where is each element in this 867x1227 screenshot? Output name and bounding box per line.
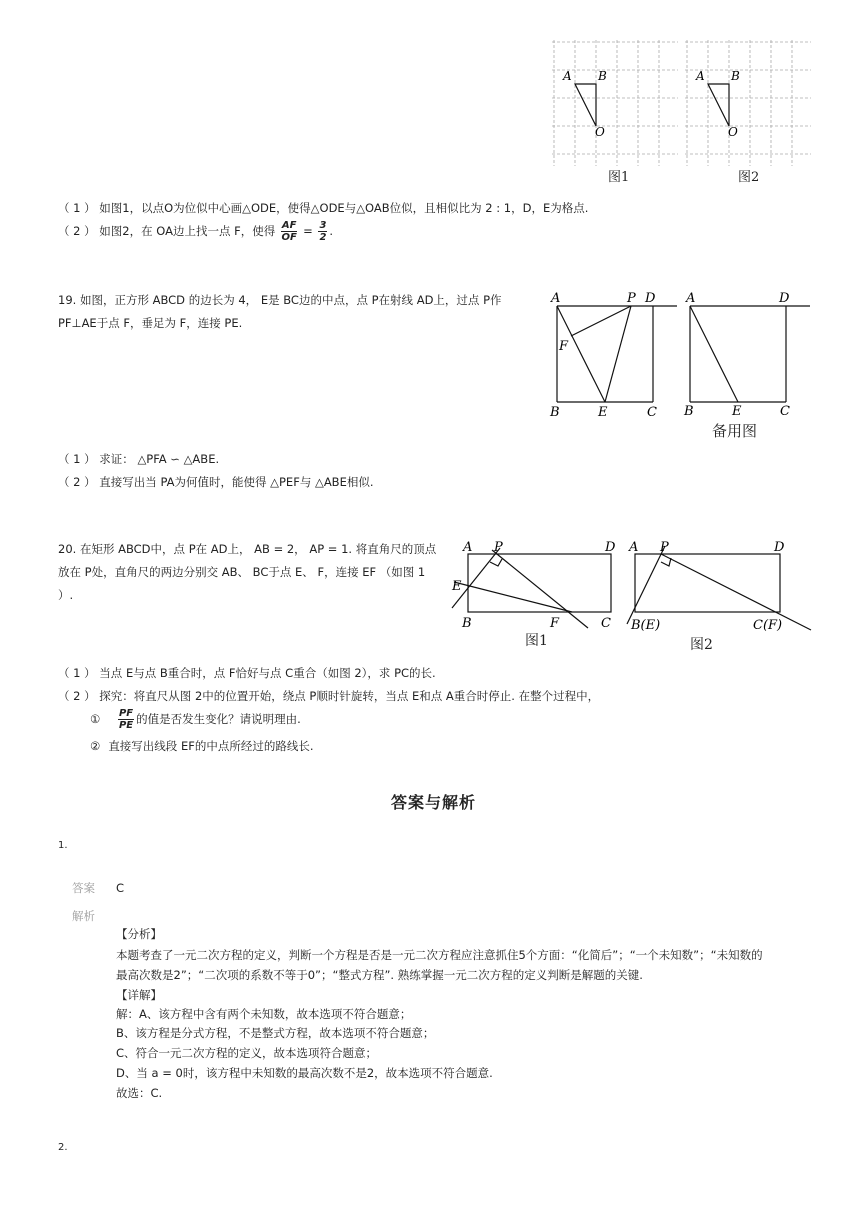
q18-part1: （ 1 ） 如图1，以点O为位似中心画△ODE，使得△ODE与△OAB位似，且相似比为 2 : 1，D，E为格点. [58,201,589,215]
q19-backup-label-A: A [686,291,696,306]
analysis-fenxi-line1: 本题考查了一元二次方程的定义，判断一个方程是否是一元二次方程应注意抓住5个方面：“化简后”；“一个未知数”；“未知数的 [116,948,763,962]
q19-label-A: A [551,291,561,306]
q20-fig2-label-P: P [660,540,669,555]
q18-fig1-label-B: B [598,69,607,83]
answer-label: 答案 [72,881,95,895]
answer-value: C [116,881,125,895]
q19-figure-main [545,288,685,422]
q20-fig1-label-A: A [463,540,473,555]
answers-heading: 答案与解析 [390,793,476,812]
q18-figure-1-grid [552,40,678,168]
q19-label-E: E [598,405,608,420]
q19-statement-line2: PF⊥AE于点 F，垂足为 F，连接 PE. [58,316,243,330]
q19-backup-label-C: C [780,404,790,419]
q18-fig1-caption: 图1 [608,170,630,185]
answer-q2-number: 2. [58,1142,68,1153]
analysis-detail-b: B、该方程是分式方程，不是整式方程，故本选项不符合题意； [116,1026,435,1040]
q18-part2: （ 2 ） 如图2，在 OA边上找一点 F，使得 $\frac{AF}{OF}$ = $\frac{3}{2}$ . [58,220,334,243]
q20-part2: （ 2 ） 探究：将直尺从图 2中的位置开始，绕点 P顺时针旋转，当点 E和点 A重合时停止. 在整个过程中， [58,689,600,703]
q19-label-C: C [647,405,657,420]
q20-sub2: ② 直接写出线段 EF的中点所经过的路线长. [90,739,314,753]
q20-fig2-label-BE: B(E) [631,618,661,633]
analysis-detail-a: 解：A、该方程中含有两个未知数，故本选项不符合题意； [116,1007,412,1021]
q19-statement-line1: 19. 如图，正方形 ABCD 的边长为 4， E是 BC边的中点，点 P在射线 AD上，过点 P作 [58,293,502,307]
analysis-label: 解析 [72,909,95,923]
analysis-fenxi-heading: 【分析】 [116,927,162,941]
q20-fig1-label-C: C [601,616,611,631]
q18-fig1-label-O: O [595,125,605,139]
q19-backup-caption: 备用图 [712,422,758,440]
q18-fraction-3-2: $\frac{3}{2}$ [319,220,327,243]
q20-fig2-label-CF: C(F) [753,618,783,633]
q20-fig1-label-F: F [550,616,560,631]
q20-fig1-caption: 图1 [525,633,548,649]
q18-fig2-caption: 图2 [738,170,760,185]
q18-fig1-label-A: A [563,69,572,83]
q20-fig2-caption: 图2 [690,637,713,653]
q20-sub1: ① $\frac{PF}{PE}$ 的值是否发生变化？请说明理由. [90,708,301,731]
q18-fig2-label-A: A [696,69,705,83]
q19-backup-label-D: D [779,291,790,306]
analysis-xiangjie-heading: 【详解】 [116,988,162,1002]
q20-figure-2 [625,536,817,660]
q20-fig1-label-P: P [494,540,503,555]
q19-label-D: D [645,291,656,306]
analysis-detail-c: C、符合一元二次方程的定义，故本选项符合题意； [116,1046,378,1060]
q18-figure-2-grid [685,40,811,168]
analysis-conclusion: 故选：C. [116,1086,163,1100]
q20-fig1-label-B: B [462,616,472,631]
answer-q1-number: 1. [58,840,68,851]
q19-backup-label-B: B [684,404,694,419]
q20-fig1-label-D: D [605,540,616,555]
analysis-detail-d: D、当 a = 0时，该方程中未知数的最高次数不是2，故本选项不符合题意. [116,1066,493,1080]
q20-fig2-label-A: A [629,540,639,555]
q19-figure-backup [680,288,815,438]
q20-statement-line3: ）. [58,588,74,602]
q19-part1: （ 1 ） 求证： △PFA ∽ △ABE. [58,452,220,466]
q20-fig2-label-D: D [774,540,785,555]
q19-label-B: B [550,405,560,420]
q20-fraction-pf-pe: $\frac{PF}{PE}$ [118,708,134,731]
q18-fig2-label-O: O [728,125,738,139]
q20-sub2-mark: ② [90,739,101,753]
q20-statement-line1: 20. 在矩形 ABCD中，点 P在 AD上， AB = 2， AP = 1. 将直角尺的顶点 [58,542,437,556]
q20-fig1-label-E: E [452,579,462,594]
q20-statement-line2: 放在 P处，直角尺的两边分别交 AB、 BC于点 E、 F，连接 EF （如图 1 [58,565,426,579]
q18-fig2-label-B: B [731,69,740,83]
q18-fraction-af-of: $\frac{AF}{OF}$ [281,220,297,243]
q20-part1: （ 1 ） 当点 E与点 B重合时，点 F恰好与点 C重合（如图 2），求 PC的长. [58,666,436,680]
q19-label-P: P [627,291,636,306]
q19-part2: （ 2 ） 直接写出当 PA为何值时，能使得 △PEF与 △ABE相似. [58,475,374,489]
q19-label-F: F [559,339,569,354]
q19-backup-label-E: E [732,404,742,419]
analysis-fenxi-line2: 最高次数是2”；“二次项的系数不等于0”；“整式方程”. 熟练掌握一元二次方程的定义判断是解题的关键. [116,968,643,982]
q20-sub1-mark: ① [90,712,101,726]
